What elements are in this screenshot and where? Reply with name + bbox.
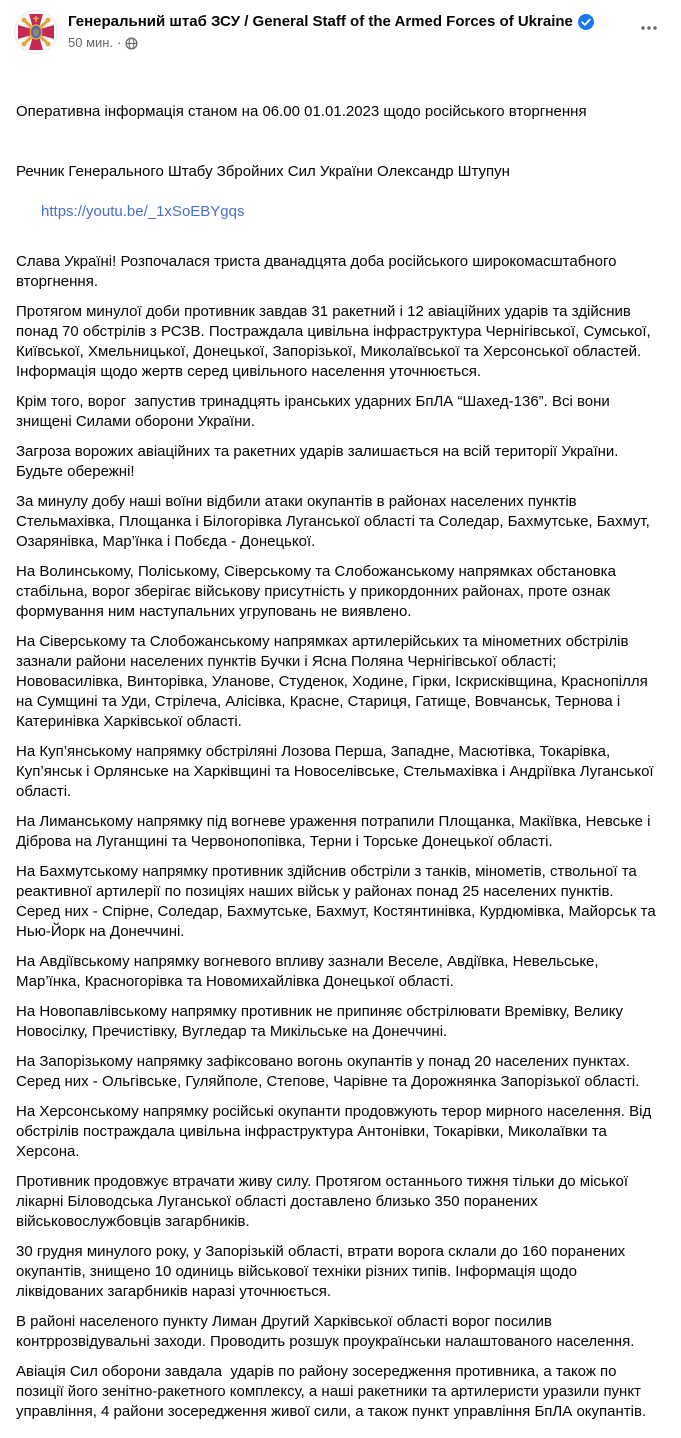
- post-paragraph: Протягом минулої доби противник завдав 31 ракетний і 12 авіаційних ударів та здійснив понад 70 обстрілів з РСЗВ. Постраждала цивільна інфраструктура Чернігівської, Сумської, Київської, Хмельницької, Донецької, Запорізької, Миколаївської та Херсонської областей. Інформація щодо жертв серед цивільного населення уточнюється.: [16, 303, 655, 380]
- post-meta: [68, 35, 633, 51]
- post-paragraph: На Сіверському та Слобожанському напрямках артилерійських та мінометних обстрілів зазнали райони населених пунктів Бучки і Ясна Поляна Чернігівської області; Нововасилівка, Винторівка, Уланове, Студенок, Ходине, Гірки, Іскрисківщина, Краснопілля на Сумщині та Уди, Стрілеча, Алісівка, Красне, Стариця, Гатище, Вовчанськ, Тернова і Катеринівка Харківської області.: [16, 633, 652, 730]
- page-name[interactable]: Генеральний штаб ЗСУ / General Staff of the Armed Forces of Ukraine: [68, 13, 573, 30]
- globe-icon: [125, 37, 138, 50]
- ellipsis-icon: [639, 18, 659, 38]
- header-text: [68, 10, 633, 51]
- post-paragraph: Крім того, ворог запустив тринадцять іранських ударних БпЛА “Шахед-136”. Всі вони знищені Силами оборони України.: [16, 393, 614, 430]
- post-body: [0, 54, 681, 1438]
- post-paragraph: Загроза ворожих авіаційних та ракетних ударів залишається на всій території України. Будьте обережні!: [16, 443, 623, 480]
- post-paragraph: На Новопавлівському напрямку противник не припиняє обстрілювати Времівку, Велику Новосілку, Пречистівку, Вугледар та Микільське на Донеччині.: [16, 1003, 628, 1040]
- timestamp[interactable]: 50 мин.: [68, 35, 114, 50]
- post-intro: [16, 62, 665, 242]
- more-options-button[interactable]: [633, 12, 665, 44]
- general-staff-emblem-icon: [14, 10, 58, 54]
- post-paragraph: Авіація Сил оборони завдала ударів по району зосередження противника, а також по позиції його зенітно-ракетного комплексу, а наші ракетники та артилеристи уразили пункт управління, 4 райони зосередження живої сили, а також пункт управління БпЛА окупантів.: [16, 1363, 647, 1420]
- post-paragraph: На Авдіївському напрямку вогневого впливу зазнали Веселе, Авдіївка, Невельське, Мар’їнка, Красногорівка та Новомихайлівка Донецької області.: [16, 953, 603, 990]
- post-paragraph: Слава Україні! Розпочалася триста дванадцята доба російського широкомасштабного вторгнення.: [16, 253, 621, 290]
- post-paragraph: На Лиманському напрямку під вогневе ураження потрапили Площанка, Макіївка, Невське і Діброва на Луганщині та Червонопопівка, Терни і Торське Донецької області.: [16, 813, 655, 850]
- post-intro-line-2: Речник Генерального Штабу Збройних Сил України Олександр Штупун: [16, 163, 510, 180]
- post-paragraph: На Херсонському напрямку російські окупанти продовжують терор мирного населення. Від обстрілів постраждала цивільна інфраструктура Антонівки, Токарівки, Миколаївки та Херсона.: [16, 1103, 656, 1160]
- post-paragraph: На Куп’янському напрямку обстріляні Лозова Перша, Западне, Масютівка, Токарівка, Куп’янськ і Орлянське на Харківщині та Новоселівське, Стельмахівка і Андріївка Луганської області.: [16, 743, 658, 800]
- page-name-row: [68, 12, 633, 32]
- post-intro-line-1: Оперативна інформація станом на 06.00 01.01.2023 щодо російського вторгнення: [16, 103, 587, 120]
- post-header: [0, 0, 681, 54]
- post-paragraph: На Волинському, Поліському, Сіверському та Слобожанському напрямках обстановка стабільна, ворог зберігає військову присутність у прикордонних районах, проте ознак формування ним наступальних угруповань не виявлено.: [16, 563, 621, 620]
- avatar[interactable]: [14, 10, 58, 54]
- post-youtube-link[interactable]: https://youtu.be/_1xSoEBYgqs: [41, 203, 245, 220]
- post-paragraph: За минулу добу наші воїни відбили атаки окупантів в районах населених пунктів Стельмахівка, Площанка і Білогорівка Луганської області та Соледар, Бахмутське, Бахмут, Озарянівка, Мар’їнка і Побєда - Донецької.: [16, 493, 654, 550]
- post-paragraphs: [16, 252, 665, 1422]
- post-paragraph: Противник продовжує втрачати живу силу. Протягом останнього тижня тільки до міської лікарні Біловодська Луганської області доставлено близько 350 поранених військовослужбовців загарбників.: [16, 1173, 633, 1230]
- meta-separator: ·: [117, 35, 122, 50]
- post-paragraph: На Запорізькому напрямку зафіксовано вогонь окупантів у понад 20 населених пунктах. Серед них - Ольгівське, Гуляйполе, Степове, Чарівне та Дорожнянка Запорізької області.: [16, 1053, 640, 1090]
- verified-badge-icon: [578, 14, 594, 30]
- post-paragraph: 30 грудня минулого року, у Запорізькій області, втрати ворога склали до 160 поранених окупантів, знищено 10 одиниць військової техніки різних типів. Інформація щодо ліквідованих загарбників наразі уточнюється.: [16, 1243, 630, 1300]
- post-paragraph: В районі населеного пункту Лиман Другий Харківської області ворог посилив контррозвідувальні заходи. Проводить розшук проукраїнськи налаштованого населення.: [16, 1313, 635, 1350]
- post-paragraph: На Бахмутському напрямку противник здійснив обстріли з танків, мінометів, ствольної та реактивної артилерії по позиціях наших військ у районах понад 25 населених пунктів. Серед них - Спірне, Соледар, Бахмутське, Бахмут, Костянтинівка, Курдюмівка, Майорськ та Нью-Йорк на Донеччині.: [16, 863, 660, 940]
